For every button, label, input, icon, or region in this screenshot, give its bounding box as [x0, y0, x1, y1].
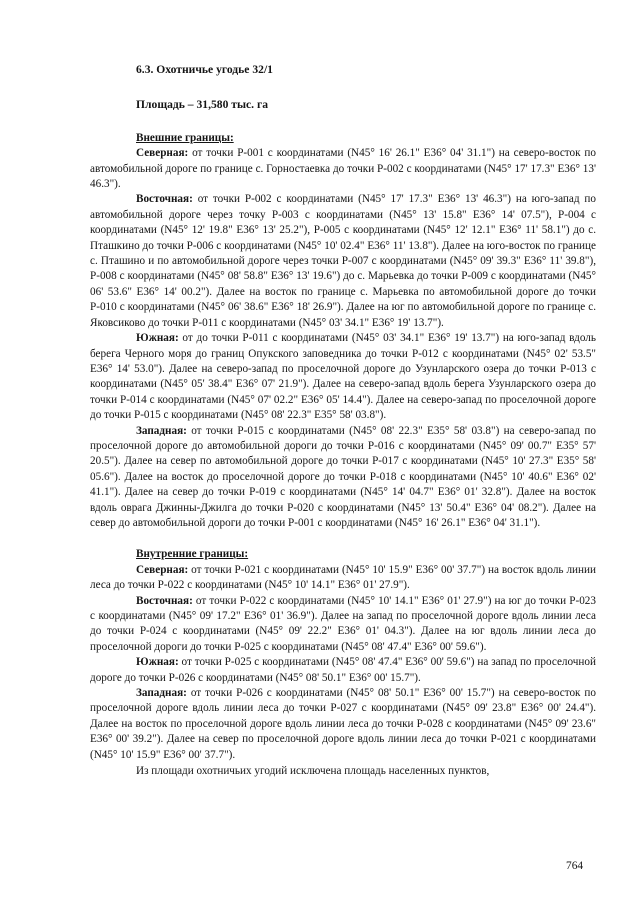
page-number: 764: [566, 860, 584, 872]
boundary-text: от точки Р-026 с координатами (N45° 08' 50.1" E36° 00' 15.7") на северо-восток по проселочной дороге вдоль линии леса до точки Р-027 с координатами (N45° 09' 23.8" E36° 00' 24.4"). Далее на восток по проселочной дороге вдоль линии леса до точки Р-028 с координатами (N45° 09' 23.6" E36° 00' 39.2"). Далее на север по проселочной дороге вдоль линии леса до точки Р-021 с координатами (N45° 10' 15.9" E36° 00' 37.7").: [90, 687, 596, 761]
boundary-text: от точки Р-022 с координатами (N45° 10' 14.1" E36° 01' 27.9") на юг до точки Р-023 с координатами (N45° 09' 17.2" E36° 01' 36.9"). Далее на запад по проселочной дороге вдоль линии леса до точки Р-024 с координатами (N45° 09' 22.2" E36° 01' 04.3"). Далее на юг вдоль линии леса до проселочной дороги до точки Р-025 с координатами (N45° 08' 47.4" E36° 00' 59.6").: [90, 594, 596, 653]
direction-label: Восточная:: [136, 193, 193, 206]
inner-south-paragraph: [90, 655, 596, 686]
boundary-text: от точки Р-015 с координатами (N45° 08' 22.3" E35° 58' 03.8") на северо-запад по проселочной дороге до автомобильной дороги до точки Р-016 с координатами (N45° 09' 00.7" E35° 57' 20.5"). Далее на север по автомобильной дороге до точки Р-017 с координатами (N45° 10' 27.3" E35° 58' 05.6"). Далее на восток до проселочной дороге до точки Р-018 с координатами (N45° 10' 40.6" E36° 02' 41.1"). Далее на север до точки Р-019 с координатами (N45° 14' 04.7" E36° 01' 32.8"). Далее на восток вдоль оврага Джинны-Джилга до точки Р-020 с координатами (N45° 13' 50.4" E36° 04' 08.2"). Далее на север до автомобильной дороги до точки Р-001 с координатами (N45° 16' 26.1" E36° 04' 31.1").: [90, 424, 596, 529]
boundary-text: от точки Р-021 с координатами (N45° 10' 15.9" E36° 00' 37.7") на восток вдоль линии леса до точки Р-022 с координатами (N45° 10' 14.1" E36° 01' 27.9").: [90, 563, 596, 592]
direction-label: Южная:: [136, 656, 179, 669]
section-heading: 6.3. Охотничье угодье 32/1: [136, 63, 273, 76]
document-page: [90, 62, 596, 779]
direction-label: Западная:: [136, 424, 187, 437]
direction-label: Восточная:: [136, 594, 193, 607]
direction-label: Северная:: [136, 147, 189, 160]
outer-boundaries-title: Внешние границы:: [136, 131, 234, 144]
direction-label: Западная:: [136, 687, 187, 700]
inner-east-paragraph: [90, 594, 596, 656]
closing-paragraph: Из площади охотничьих угодий исключена площадь населенных пунктов,: [136, 765, 490, 778]
outer-west-paragraph: [90, 424, 596, 532]
inner-boundaries-title: Внутренние границы:: [136, 548, 249, 561]
outer-south-paragraph: [90, 331, 596, 423]
boundary-text: от точки Р-001 с координатами (N45° 16' 26.1" E36° 04' 31.1") на северо-восток по автомобильной дороге по границе с. Горностаевка до точки Р-002 с координатами (N45° 17' 17.3" E36° 13' 46.3").: [90, 147, 596, 191]
direction-label: Северная:: [136, 563, 189, 576]
boundary-text: от точки Р-002 с координатами (N45° 17' 17.3" E36° 13' 46.3") на юго-запад по автомобильной дороге через точку Р-003 с координатами (N45° 13' 15.8" E36° 14' 07.5"), Р-004 с координатами (N45° 12' 19.8" E36° 13' 25.2"), Р-005 с координатами (N45° 12' 12.1" E36° 11' 58.1") до с. Пташкино до точки Р-006 с координатами (N45° 10' 02.4" E36° 11' 13.8"). Далее на юго-восток по границе с. Пташино и по автомобильной дороге через точки Р-007 с координатами (N45° 09' 39.3" E36° 11' 39.8"), Р-008 с координатами (N45° 08' 58.8" E36° 13' 19.6") до с. Марьевка до точки Р-009 с координатами (N45° 06' 53.6" E36° 14' 00.2"). Далее на восток по границе с. Марьевка по автомобильной дороге до точки Р-010 с координатами (N45° 06' 38.6" E36° 18' 26.9"). Далее на юг по автомобильной дороге по границе с. Яковсиково до точки Р-011 с координатами (N45° 03' 34.1" E36° 19' 13.7").: [90, 193, 596, 329]
direction-label: Южная:: [136, 332, 179, 345]
boundary-text: от точки Р-025 с координатами (N45° 08' 47.4" E36° 00' 59.6") на запад по проселочной дороге до точки Р-026 с координатами (N45° 08' 50.1" E36° 00' 15.7").: [90, 656, 596, 684]
outer-east-paragraph: [90, 192, 596, 331]
inner-west-paragraph: [90, 686, 596, 763]
inner-north-paragraph: [90, 563, 596, 594]
area-line: Площадь – 31,580 тыс. га: [136, 98, 269, 112]
outer-north-paragraph: [90, 146, 596, 192]
boundary-text: от до точки Р-011 с координатами (N45° 03' 34.1" E36° 19' 13.7") на юго-запад вдоль берега Черного моря до границ Опукского заповедника до точки Р-012 с координатами (N45° 02' 53.5" E36° 14' 53.0"). Далее на северо-запад по проселочной дороге до Узунларского озера до точки Р-013 с координатами (N45° 05' 38.4" E36° 07' 21.9"). Далее на северо-запад вдоль берега Узунларского озера до точки Р-014 с координатами (N45° 07' 02.2" E36° 05' 14.4"). Далее на северо-запад по проселочной дороге до точки Р-015 с координатами (N45° 08' 22.3" E35° 58' 03.8").: [90, 332, 596, 422]
